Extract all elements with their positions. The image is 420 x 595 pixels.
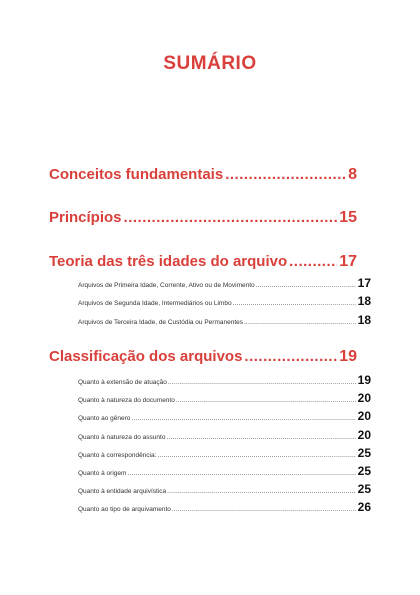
toc-subentry[interactable]: [78, 294, 371, 308]
toc-subentry-label: Quanto à entidade arquivística: [78, 488, 167, 495]
toc-leader-dots: [244, 319, 356, 326]
toc-page-number: 15: [339, 209, 357, 226]
toc-page-number: 26: [357, 500, 371, 514]
toc-leader-dots: [172, 506, 356, 513]
toc-page-number: 17: [357, 276, 371, 290]
toc-subentry[interactable]: [78, 391, 371, 405]
toc-subentry-label: Quanto à natureza do documento: [78, 397, 175, 404]
toc-leader-dots: [167, 488, 355, 495]
toc-leader-dots: [127, 470, 355, 477]
toc-entry-principios[interactable]: [49, 209, 357, 227]
toc-subentry-label: Quanto à extensão de atuação: [78, 379, 167, 386]
toc-entry-label: Princípios: [49, 209, 122, 226]
toc-leader-dots: [176, 397, 356, 404]
toc-subentry-label: Arquivos de Primeira Idade, Corrente, Ativo ou de Movimento: [78, 282, 255, 289]
toc-page-number: 25: [357, 482, 371, 496]
toc-subentry-label: Quanto à origem: [78, 470, 127, 477]
toc-page-number: 25: [357, 464, 371, 478]
toc-subentry-label: Quanto à natureza do assunto: [78, 434, 166, 441]
toc-leader-dots: [166, 434, 355, 441]
toc-subentry-label: Arquivos de Terceira Idade, de Custódia ou Permanentes: [78, 319, 244, 326]
toc-subentry[interactable]: [78, 409, 371, 423]
toc-subentry-label: Quanto ao tipo de arquivamento: [78, 506, 171, 513]
toc-entry-conceitos[interactable]: [49, 166, 357, 184]
toc-subentry[interactable]: [78, 313, 371, 327]
toc-subentry[interactable]: [78, 500, 371, 514]
toc-page-number: 8: [348, 166, 357, 183]
toc-page-number: 19: [339, 348, 357, 365]
toc-subentry[interactable]: [78, 482, 371, 496]
toc-subentry-label: Quanto à correspondência:: [78, 452, 157, 459]
toc-leader-dots: [168, 379, 356, 386]
toc-leader-dots: [256, 282, 356, 289]
toc-leader-dots: [131, 415, 355, 422]
toc-subentry[interactable]: [78, 276, 371, 290]
toc-leader-dots: [289, 253, 337, 270]
toc-leader-dots: [157, 452, 355, 459]
toc-leader-dots: [124, 209, 338, 226]
toc-leader-dots: [233, 300, 356, 307]
toc-subentry-label: Quanto ao gênero: [78, 415, 131, 422]
toc-subentry[interactable]: [78, 428, 371, 442]
page-title: SUMÁRIO: [163, 53, 257, 74]
toc-entry-teoria[interactable]: [49, 253, 357, 271]
toc-entry-label: Conceitos fundamentais: [49, 166, 224, 183]
toc-page-number: 20: [357, 409, 371, 423]
toc-page-number: 20: [357, 391, 371, 405]
toc-subentry[interactable]: [78, 446, 371, 460]
toc-entry-classificacao[interactable]: [49, 348, 357, 366]
toc-page-number: 17: [339, 253, 357, 270]
toc-page-number: 20: [357, 428, 371, 442]
toc-subentry[interactable]: [78, 464, 371, 478]
toc-entry-label: Teoria das três idades do arquivo: [49, 253, 288, 270]
toc-page-number: 18: [357, 294, 371, 308]
toc-page-number: 19: [357, 373, 371, 387]
toc-page-number: 25: [357, 446, 371, 460]
toc-subentry[interactable]: [78, 373, 371, 387]
toc-subentry-label: Arquivos de Segunda Idade, Intermediários ou Limbo: [78, 300, 232, 307]
toc-page-number: 18: [357, 313, 371, 327]
toc-leader-dots: [244, 348, 337, 365]
toc-entry-label: Classificação dos arquivos: [49, 348, 243, 365]
toc-leader-dots: [225, 166, 346, 183]
